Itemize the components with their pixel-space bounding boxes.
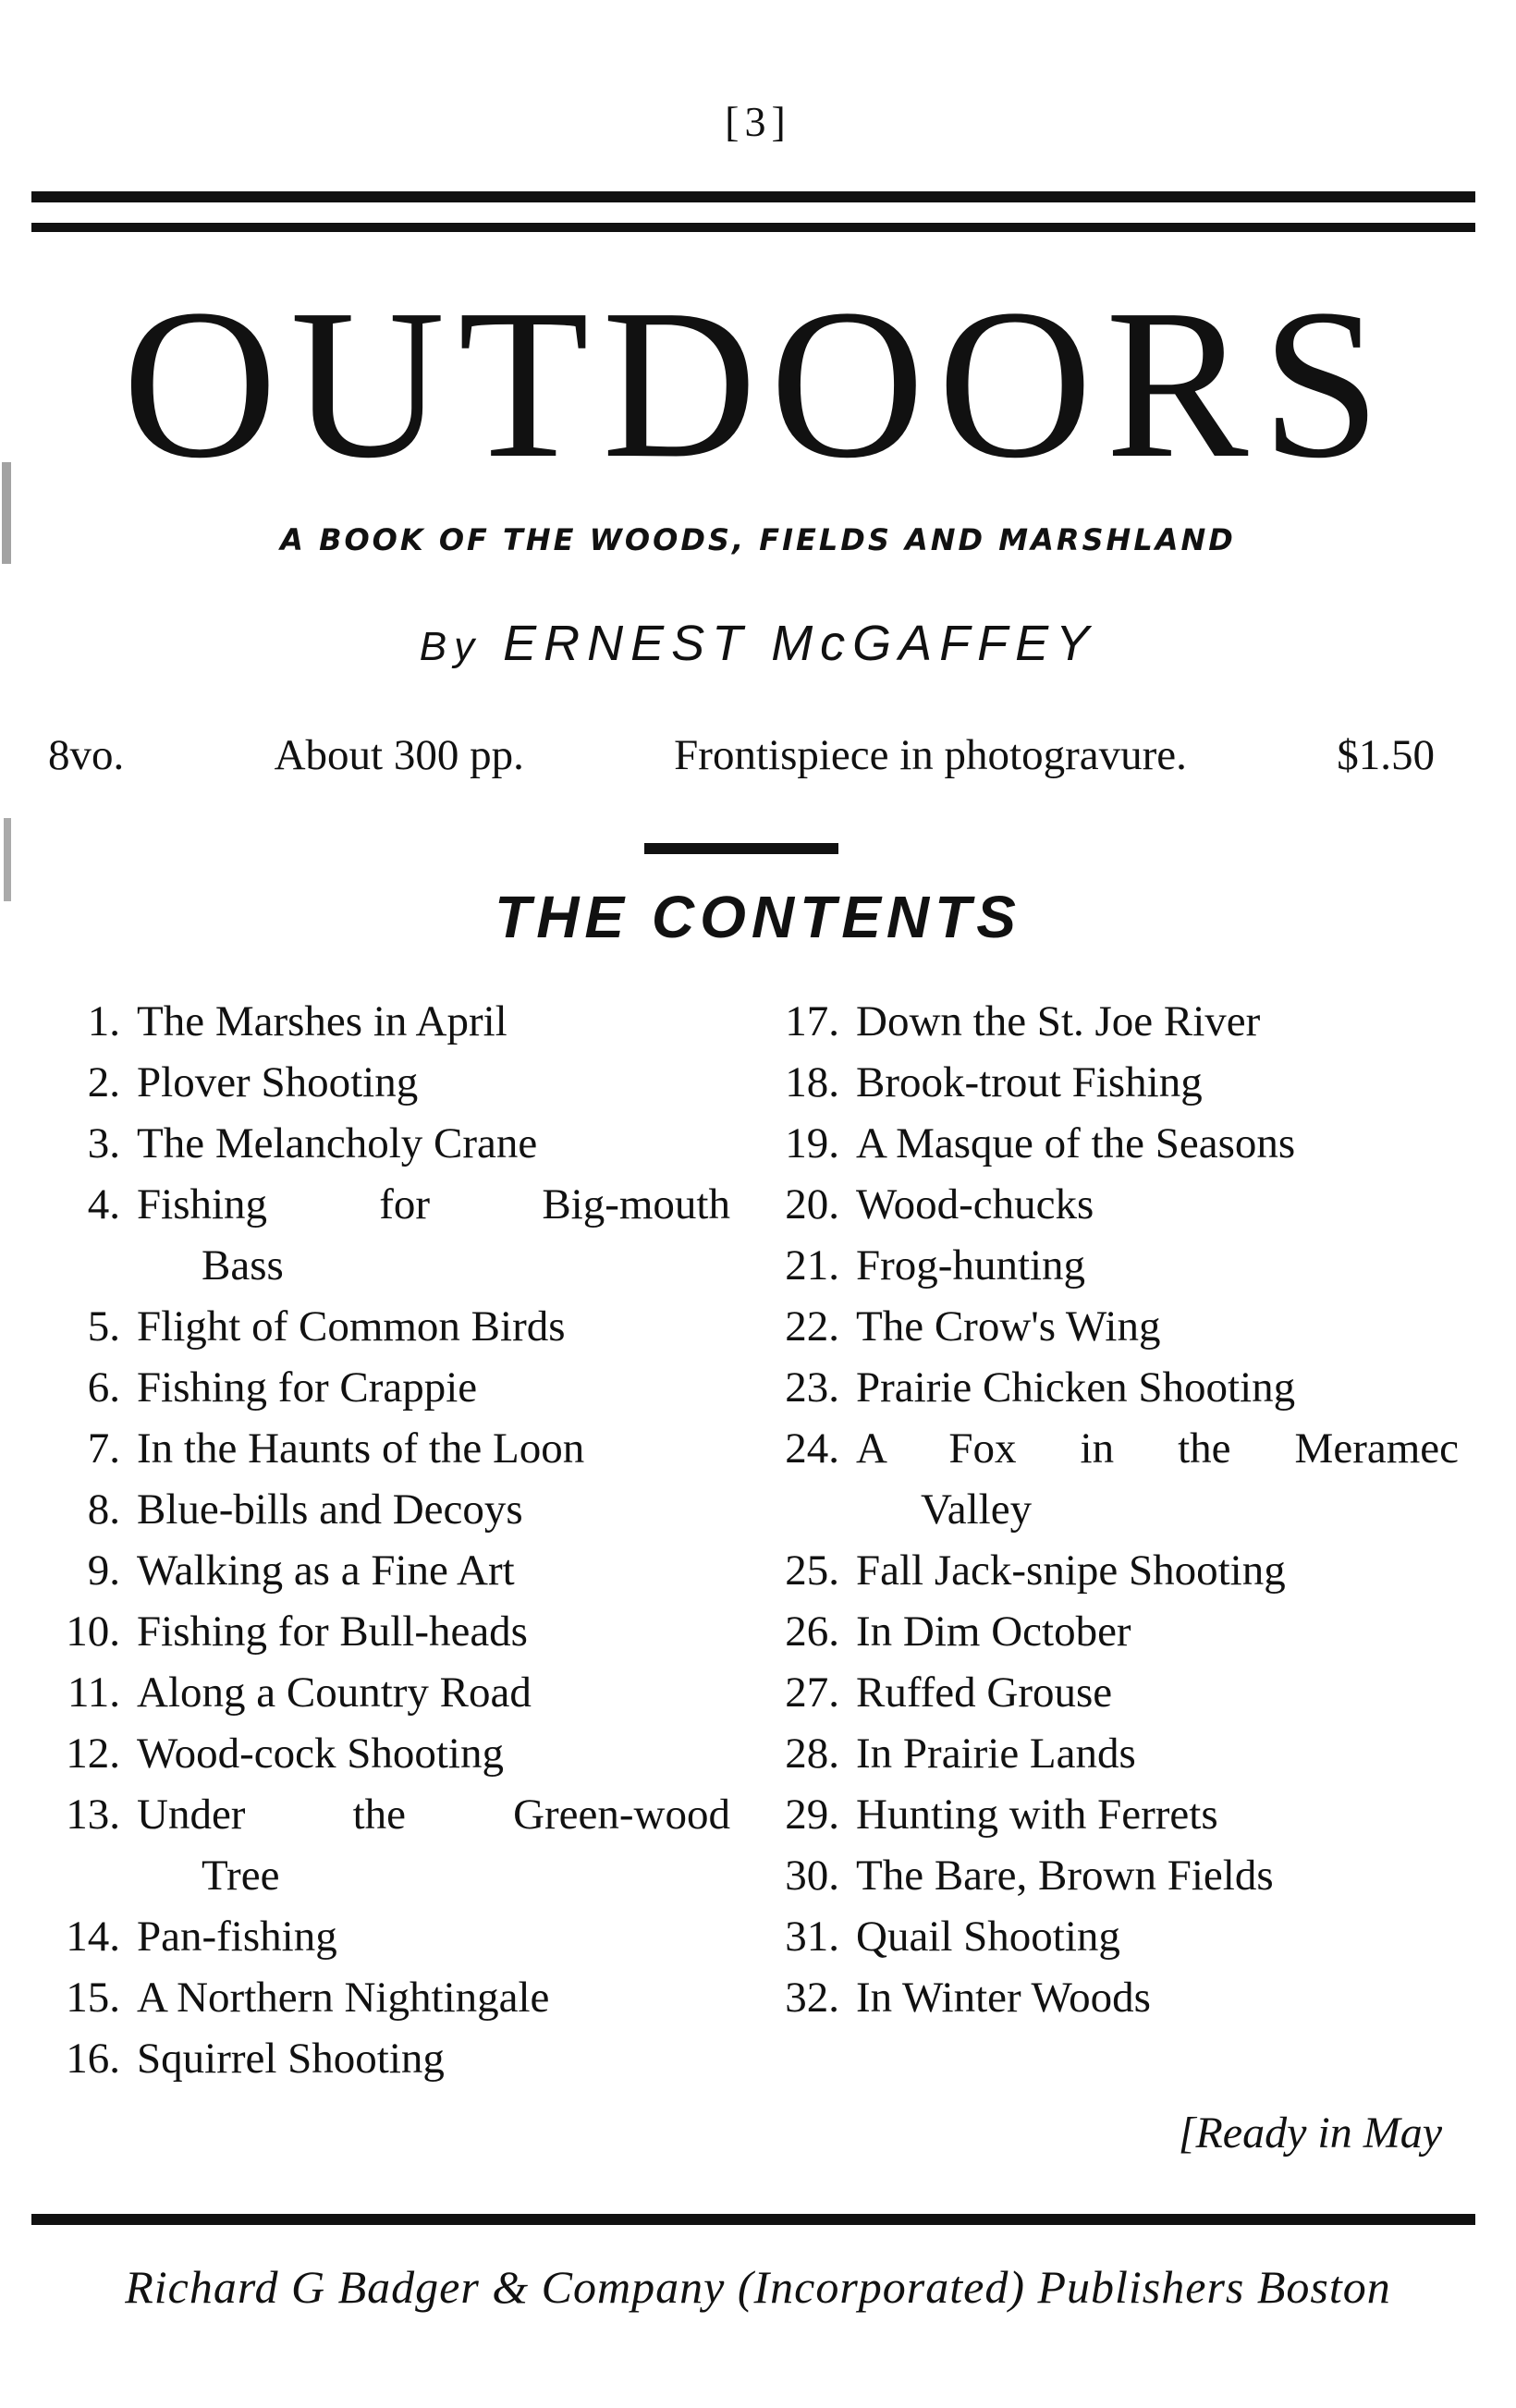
contents-entry [28,2028,730,2089]
contents-entry-number: 11. [67,1668,120,1717]
contents-entry-number: 13. [66,1791,120,1839]
contents-list-right [747,991,1459,2028]
book-title: OUTDOORS [122,265,1394,503]
contents-entry [28,1662,730,1723]
book-subtitle: A BOOK OF THE WOODS, FIELDS AND MARSHLAND [280,522,1236,557]
book-length: About 300 pp. [274,731,524,779]
byline [0,615,1516,672]
contents-entry-number: 31. [785,1913,839,1961]
contents-entry-title [856,1723,1459,1784]
contents-entry-title [856,1540,1459,1601]
author-name: ERNEST McGAFFEY [503,616,1097,671]
contents-entry-number: 4. [87,1180,120,1228]
contents-entry [747,1052,1459,1113]
contents-entry-title [137,1418,730,1479]
contents-entry-title-text: Under the Green-wood [137,1791,730,1839]
contents-entry-number: 27. [785,1668,839,1717]
top-rule-upper [31,191,1475,202]
contents-entry-title-text: A Masque of the Seasons [856,1119,1296,1167]
contents-entry-title [856,1906,1459,1967]
contents-entry-title [137,1662,730,1723]
contents-entry-number: 26. [785,1607,839,1656]
scan-speck [2,462,11,564]
bottom-rule [31,2214,1475,2225]
contents-entry-title-text: Fishing for Crappie [137,1363,478,1412]
contents-entry-title [137,2028,730,2089]
contents-entry-title-text: Ruffed Grouse [856,1668,1113,1717]
book-details [48,730,1435,780]
contents-entry [28,1784,730,1906]
contents-entry-title [137,1052,730,1113]
contents-entry-title-text: The Marshes in April [137,997,507,1045]
contents-entry-number: 15. [66,1974,120,2022]
contents-entry-number: 8. [87,1485,120,1534]
contents-entry-title-text: The Bare, Brown Fields [856,1852,1274,1900]
contents-entry-number: 14. [66,1913,120,1961]
contents-entry-title [856,1296,1459,1357]
contents-entry [747,1357,1459,1418]
contents-entry [747,1540,1459,1601]
contents-entry-title-text: In the Haunts of the Loon [137,1424,585,1473]
contents-entry-number: 17. [785,997,839,1045]
contents-entry-title [856,1052,1459,1113]
contents-entry-title-continued: Tree [202,1852,280,1900]
contents-entry-title [137,1906,730,1967]
contents-entry-title-text: Prairie Chicken Shooting [856,1363,1296,1412]
contents-entry-number: 23. [785,1363,839,1412]
book-price: $1.50 [1337,731,1435,779]
contents-entry-title [856,1784,1459,1845]
contents-entry-title-text: Blue-bills and Decoys [137,1485,523,1534]
contents-entry [28,1906,730,1967]
contents-entry-title [856,1845,1459,1906]
byline-by: By [419,624,483,669]
contents-entry-title-text: Hunting with Ferrets [856,1791,1218,1839]
contents-entry [747,991,1459,1052]
contents-entry-title-text: Down the St. Joe River [856,997,1261,1045]
contents-entry [28,1113,730,1174]
contents-entry-number: 19. [785,1119,839,1167]
contents-entry-title-text: A Fox in the Meramec [856,1424,1459,1473]
contents-entry-title [137,1601,730,1662]
contents-entry-title [856,1113,1459,1174]
contents-entry-title [856,1235,1459,1296]
contents-entry-title-text: Wood-cock Shooting [137,1730,504,1778]
contents-entry-title-text: Flight of Common Birds [137,1302,566,1351]
scan-speck [4,818,11,901]
contents-entry [28,1296,730,1357]
contents-entry [28,1174,730,1296]
contents-entry [28,1723,730,1784]
contents-entry [28,1967,730,2028]
contents-entry-title [856,1418,1459,1540]
contents-entry [747,1235,1459,1296]
contents-entry [747,1662,1459,1723]
contents-entry-title-text: In Prairie Lands [856,1730,1136,1778]
contents-entry-title [856,1601,1459,1662]
contents-entry-number: 21. [785,1241,839,1290]
contents-entry-title [137,1784,730,1906]
contents-entry-number: 7. [87,1424,120,1473]
contents-entry-number: 29. [785,1791,839,1839]
contents-entry-number: 25. [785,1546,839,1595]
contents-entry-title [856,1662,1459,1723]
contents-entry-number: 32. [785,1974,839,2022]
contents-entry [747,1967,1459,2028]
contents-entry-number: 3. [87,1119,120,1167]
contents-entry-number: 18. [785,1058,839,1106]
contents-entry [747,1723,1459,1784]
contents-entry [747,1845,1459,1906]
contents-entry-number: 9. [87,1546,120,1595]
contents-entry-number: 30. [785,1852,839,1900]
contents-entry-title-text: Fall Jack-snipe Shooting [856,1546,1286,1595]
contents-entry-number: 24. [785,1424,839,1473]
contents-entry-number: 2. [87,1058,120,1106]
book-illustration: Frontispiece in photogravure. [674,731,1187,779]
contents-entry [747,1296,1459,1357]
contents-entry-number: 6. [87,1363,120,1412]
contents-entry-title [137,1296,730,1357]
contents-entry-title-text: Plover Shooting [137,1058,419,1106]
contents-entry-number: 12. [66,1730,120,1778]
contents-entry-title [137,1723,730,1784]
contents-entry [28,1357,730,1418]
contents-entry-title-continued: Bass [202,1241,284,1290]
contents-entry [747,1906,1459,1967]
publisher-imprint: Richard G Badger & Company (Incorporated) Publishers Boston [125,2261,1391,2313]
contents-entry-title-text: Wood-chucks [856,1180,1094,1228]
contents-entry-title [137,1479,730,1540]
contents-entry-title [137,1113,730,1174]
contents-entry-title-text: Fishing for Big-mouth [137,1180,730,1228]
contents-entry-title [137,1174,730,1296]
contents-entry-title [137,1967,730,2028]
contents-entry-title [856,1357,1459,1418]
contents-entry-title [856,991,1459,1052]
contents-entry-title [856,1967,1459,2028]
contents-entry [28,1540,730,1601]
contents-entry [28,991,730,1052]
top-rule-lower [31,223,1475,232]
contents-heading: THE CONTENTS [495,884,1021,950]
contents-entry-title-text: In Winter Woods [856,1974,1151,2022]
contents-entry [28,1601,730,1662]
contents-list-left [28,991,730,2089]
contents-entry-title-text: In Dim October [856,1607,1131,1656]
contents-entry-title-text: The Melancholy Crane [137,1119,538,1167]
contents-entry-title-text: A Northern Nightingale [137,1974,550,2022]
section-divider [644,843,838,854]
contents-entry-title-text: Along a Country Road [137,1668,532,1717]
contents-entry-title-text: The Crow's Wing [856,1302,1161,1351]
contents-entry [747,1174,1459,1235]
contents-entry-number: 28. [785,1730,839,1778]
contents-entry-title-text: Fishing for Bull-heads [137,1607,528,1656]
contents-entry-number: 20. [785,1180,839,1228]
contents-entry [28,1052,730,1113]
contents-entry-title [137,1540,730,1601]
contents-entry-title-text: Frog-hunting [856,1241,1086,1290]
page-number: [3] [725,98,791,145]
contents-entry-title-text: Quail Shooting [856,1913,1120,1961]
contents-entry-number: 5. [87,1302,120,1351]
contents-entry-title [137,1357,730,1418]
contents-entry-title-text: Pan-fishing [137,1913,337,1961]
contents-entry [28,1418,730,1479]
contents-entry [747,1113,1459,1174]
contents-entry [747,1784,1459,1845]
book-format: 8vo. [48,731,125,779]
ready-note: [Ready in May [1178,2109,1442,2157]
contents-entry-number: 1. [87,997,120,1045]
contents-entry-title-text: Walking as a Fine Art [137,1546,515,1595]
contents-entry-number: 22. [785,1302,839,1351]
contents-entry-title-text: Brook-trout Fishing [856,1058,1203,1106]
contents-entry-number: 16. [66,2035,120,2083]
contents-entry-title [137,991,730,1052]
contents-entry-title-continued: Valley [921,1485,1033,1534]
contents-entry [747,1601,1459,1662]
contents-entry [747,1418,1459,1540]
contents-entry-number: 10. [66,1607,120,1656]
contents-entry-title-text: Squirrel Shooting [137,2035,445,2083]
contents-entry-title [856,1174,1459,1235]
contents-entry [28,1479,730,1540]
